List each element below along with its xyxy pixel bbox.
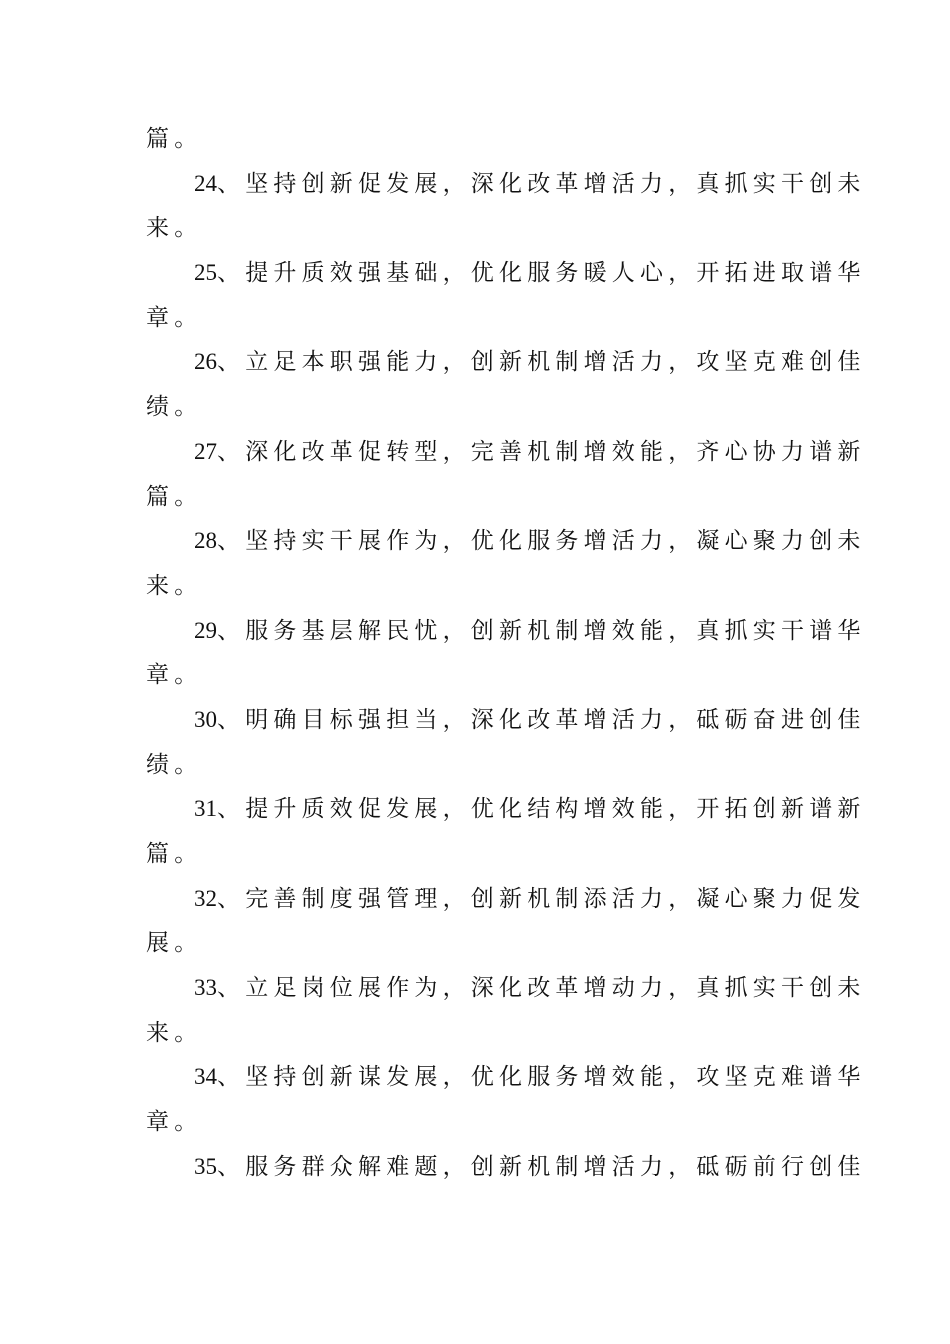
line-text: 绩。	[146, 394, 203, 421]
text-line	[146, 877, 866, 922]
text-line	[146, 743, 811, 788]
text-line	[146, 251, 866, 296]
item-number: 28	[194, 528, 217, 554]
document-body	[146, 117, 866, 1190]
item-number: 29	[194, 617, 217, 643]
item-number: 33	[194, 975, 217, 1001]
line-text: 、坚持创新谋发展，优化服务增效能，攻坚克难谱华	[217, 1064, 866, 1091]
line-text: 、深化改革促转型，完善机制增效能，齐心协力谱新	[217, 438, 866, 465]
line-text: 、服务基层解民忧，创新机制增效能，真抓实干谱华	[217, 617, 866, 644]
text-line	[146, 832, 811, 877]
line-text: 篇。	[146, 483, 203, 510]
line-text: 、立足岗位展作为，深化改革增动力，真抓实干创未	[217, 975, 866, 1002]
text-line	[146, 117, 811, 162]
text-line	[146, 609, 866, 654]
line-text: 章。	[146, 1109, 203, 1136]
line-text: 来。	[146, 572, 203, 599]
item-number: 27	[194, 438, 217, 464]
line-text: 、服务群众解难题，创新机制增活力，砥砺前行创佳	[217, 1153, 866, 1180]
text-line	[146, 206, 811, 251]
text-line	[146, 519, 866, 564]
item-number: 26	[194, 349, 217, 375]
line-text: 来。	[146, 1019, 203, 1046]
text-line	[146, 296, 811, 341]
item-number: 32	[194, 885, 217, 911]
item-number: 35	[194, 1153, 217, 1179]
text-line	[146, 966, 866, 1011]
text-line	[146, 698, 866, 743]
item-number: 31	[194, 796, 217, 822]
text-line	[146, 340, 866, 385]
item-number: 24	[194, 170, 217, 196]
line-text: 篇。	[146, 126, 203, 152]
text-line	[146, 475, 811, 520]
line-text: 绩。	[146, 751, 203, 778]
line-text: 、完善制度强管理，创新机制添活力，凝心聚力促发	[217, 885, 866, 912]
item-number: 34	[194, 1064, 217, 1090]
text-line	[146, 162, 866, 207]
text-line	[146, 1145, 866, 1190]
line-text: 章。	[146, 304, 203, 331]
line-text: 章。	[146, 662, 203, 689]
text-line	[146, 1100, 811, 1145]
text-line	[146, 564, 811, 609]
line-text: 、立足本职强能力，创新机制增活力，攻坚克难创佳	[217, 349, 866, 376]
text-line	[146, 921, 811, 966]
text-line	[146, 1011, 811, 1056]
item-number: 25	[194, 260, 217, 286]
line-text: 、明确目标强担当，深化改革增活力，砥砺奋进创佳	[217, 706, 866, 733]
text-line	[146, 1055, 866, 1100]
line-text: 展。	[146, 930, 203, 957]
line-text: 来。	[146, 215, 203, 242]
text-line	[146, 430, 866, 475]
text-line	[146, 653, 811, 698]
item-number: 30	[194, 706, 217, 732]
text-line	[146, 787, 866, 832]
text-line	[146, 385, 811, 430]
line-text: 、提升质效强基础，优化服务暖人心，开拓进取谱华	[217, 260, 866, 287]
line-text: 、坚持实干展作为，优化服务增活力，凝心聚力创未	[217, 528, 866, 555]
line-text: 篇。	[146, 841, 203, 867]
line-text: 、提升质效促发展，优化结构增效能，开拓创新谱新	[217, 796, 866, 823]
line-text: 、坚持创新促发展，深化改革增活力，真抓实干创未	[217, 170, 866, 197]
